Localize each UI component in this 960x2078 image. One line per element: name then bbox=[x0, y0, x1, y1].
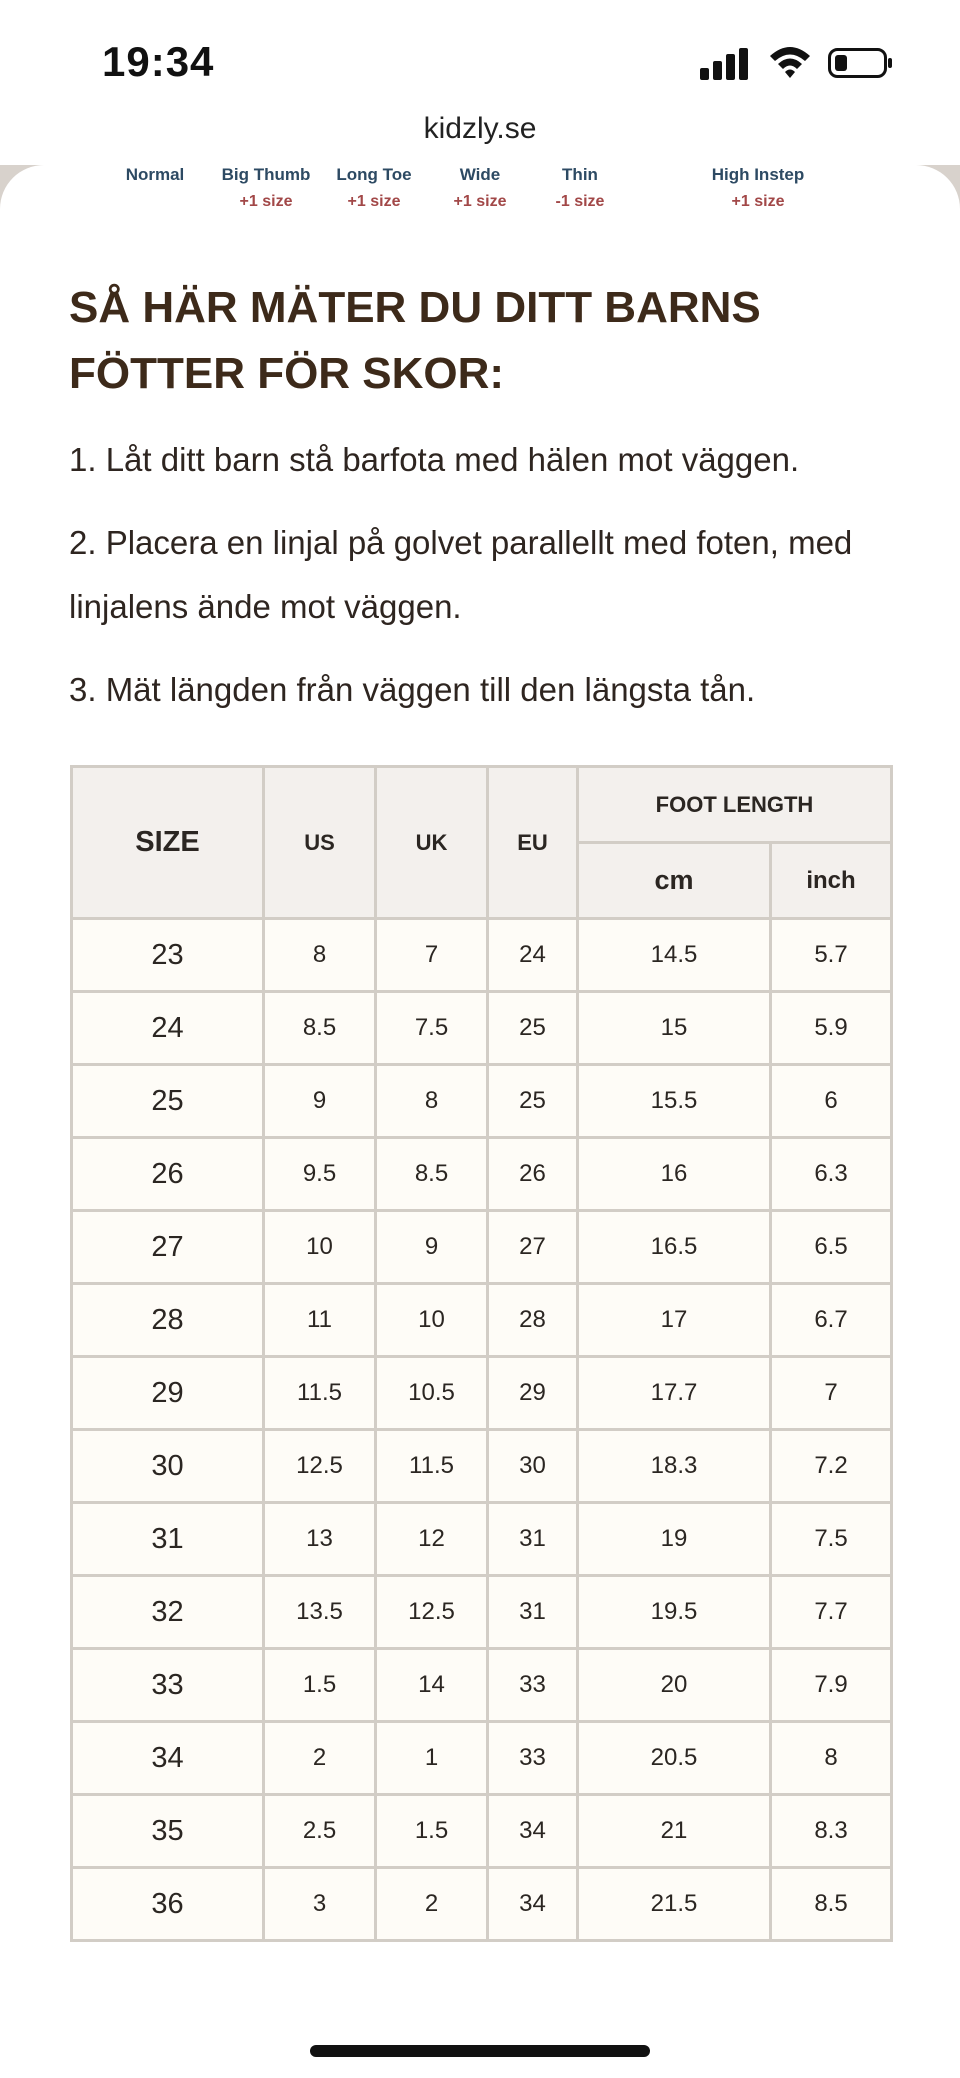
table-row bbox=[72, 1357, 892, 1430]
page-heading: SÅ HÄR MÄTER DU DITT BARNS FÖTTER FÖR SKOR: bbox=[69, 283, 761, 398]
cell-inch: 7.2 bbox=[771, 1430, 892, 1503]
cellular-signal-icon bbox=[700, 48, 750, 80]
cell-cm: 16.5 bbox=[578, 1211, 771, 1284]
cell-eu: 31 bbox=[488, 1503, 578, 1576]
cell-inch: 6.5 bbox=[771, 1211, 892, 1284]
cell-cm: 14.5 bbox=[578, 919, 771, 992]
cell-eu: 33 bbox=[488, 1722, 578, 1795]
cell-size: 26 bbox=[72, 1138, 264, 1211]
cell-us: 2.5 bbox=[264, 1795, 376, 1868]
cell-us: 11 bbox=[264, 1284, 376, 1357]
page-content bbox=[0, 165, 960, 2078]
header-uk: UK bbox=[376, 767, 488, 919]
cell-us: 8 bbox=[264, 919, 376, 992]
cell-size: 25 bbox=[72, 1065, 264, 1138]
cell-cm: 16 bbox=[578, 1138, 771, 1211]
table-row bbox=[72, 1649, 892, 1722]
cell-uk: 1 bbox=[376, 1722, 488, 1795]
header-inch: inch bbox=[771, 843, 892, 919]
cell-eu: 29 bbox=[488, 1357, 578, 1430]
cell-size: 24 bbox=[72, 992, 264, 1065]
cell-eu: 31 bbox=[488, 1576, 578, 1649]
foot-type-size: -1 size bbox=[555, 193, 605, 210]
cell-us: 9.5 bbox=[264, 1138, 376, 1211]
url-bar[interactable] bbox=[0, 110, 960, 166]
table-row bbox=[72, 1795, 892, 1868]
cell-uk: 14 bbox=[376, 1649, 488, 1722]
cell-us: 13.5 bbox=[264, 1576, 376, 1649]
cell-eu: 25 bbox=[488, 992, 578, 1065]
foot-type-thin bbox=[520, 165, 640, 211]
cell-inch: 7.9 bbox=[771, 1649, 892, 1722]
foot-type-size: +1 size bbox=[239, 193, 293, 210]
header-cm: cm bbox=[578, 843, 771, 919]
home-indicator[interactable] bbox=[310, 2045, 650, 2057]
foot-type-name: Thin bbox=[562, 165, 598, 184]
cell-uk: 7 bbox=[376, 919, 488, 992]
cell-us: 8.5 bbox=[264, 992, 376, 1065]
cell-eu: 34 bbox=[488, 1795, 578, 1868]
cell-eu: 34 bbox=[488, 1868, 578, 1941]
battery-icon bbox=[828, 48, 894, 78]
cell-size: 23 bbox=[72, 919, 264, 992]
cell-uk: 2 bbox=[376, 1868, 488, 1941]
cell-eu: 30 bbox=[488, 1430, 578, 1503]
cell-us: 12.5 bbox=[264, 1430, 376, 1503]
cell-inch: 5.7 bbox=[771, 919, 892, 992]
cell-size: 27 bbox=[72, 1211, 264, 1284]
cell-eu: 26 bbox=[488, 1138, 578, 1211]
cell-eu: 24 bbox=[488, 919, 578, 992]
table-row bbox=[72, 1065, 892, 1138]
url-text: kidzly.se bbox=[423, 112, 537, 145]
foot-type-size: +1 size bbox=[347, 193, 401, 210]
cell-eu: 33 bbox=[488, 1649, 578, 1722]
table-row bbox=[72, 1868, 892, 1941]
foot-type-normal bbox=[95, 165, 215, 193]
table-row bbox=[72, 1138, 892, 1211]
cell-inch: 7.7 bbox=[771, 1576, 892, 1649]
cell-cm: 18.3 bbox=[578, 1430, 771, 1503]
cell-us: 3 bbox=[264, 1868, 376, 1941]
cell-us: 1.5 bbox=[264, 1649, 376, 1722]
table-row bbox=[72, 1722, 892, 1795]
size-chart-table bbox=[70, 765, 893, 1942]
cell-cm: 17.7 bbox=[578, 1357, 771, 1430]
step-2: 2. Placera en linjal på golvet parallellt med foten, med linjalens ände mot väggen. bbox=[69, 524, 853, 625]
cell-uk: 7.5 bbox=[376, 992, 488, 1065]
cell-size: 33 bbox=[72, 1649, 264, 1722]
foot-type-name: Big Thumb bbox=[221, 165, 311, 184]
cell-size: 32 bbox=[72, 1576, 264, 1649]
cell-eu: 27 bbox=[488, 1211, 578, 1284]
foot-type-name: High Instep bbox=[711, 165, 805, 184]
cell-uk: 12.5 bbox=[376, 1576, 488, 1649]
foot-type-name: Normal bbox=[125, 165, 185, 184]
header-size: SIZE bbox=[72, 767, 264, 919]
cell-size: 31 bbox=[72, 1503, 264, 1576]
cell-cm: 15 bbox=[578, 992, 771, 1065]
cell-size: 28 bbox=[72, 1284, 264, 1357]
foot-types-strip bbox=[0, 165, 960, 225]
cell-inch: 7 bbox=[771, 1357, 892, 1430]
cell-us: 10 bbox=[264, 1211, 376, 1284]
foot-type-high-instep bbox=[698, 165, 818, 211]
header-eu: EU bbox=[488, 767, 578, 919]
table-row bbox=[72, 992, 892, 1065]
foot-type-size: +1 size bbox=[731, 193, 785, 210]
cell-inch: 8.3 bbox=[771, 1795, 892, 1868]
cell-inch: 6.7 bbox=[771, 1284, 892, 1357]
cell-uk: 10 bbox=[376, 1284, 488, 1357]
cell-inch: 8 bbox=[771, 1722, 892, 1795]
step-1: 1. Låt ditt barn stå barfota med hälen mot väggen. bbox=[69, 441, 800, 478]
cell-cm: 17 bbox=[578, 1284, 771, 1357]
table-row bbox=[72, 1503, 892, 1576]
cell-us: 13 bbox=[264, 1503, 376, 1576]
cell-eu: 28 bbox=[488, 1284, 578, 1357]
cell-inch: 6 bbox=[771, 1065, 892, 1138]
table-row bbox=[72, 1211, 892, 1284]
wifi-icon bbox=[768, 44, 812, 80]
cell-size: 30 bbox=[72, 1430, 264, 1503]
cell-size: 35 bbox=[72, 1795, 264, 1868]
table-row bbox=[72, 1576, 892, 1649]
cell-inch: 6.3 bbox=[771, 1138, 892, 1211]
foot-type-long-toe bbox=[314, 165, 434, 211]
cell-cm: 20.5 bbox=[578, 1722, 771, 1795]
cell-uk: 8.5 bbox=[376, 1138, 488, 1211]
cell-uk: 11.5 bbox=[376, 1430, 488, 1503]
cell-uk: 10.5 bbox=[376, 1357, 488, 1430]
foot-type-big-thumb bbox=[206, 165, 326, 211]
cell-cm: 19 bbox=[578, 1503, 771, 1576]
foot-type-name: Long Toe bbox=[336, 165, 412, 184]
header-foot-length: FOOT LENGTH bbox=[578, 767, 892, 843]
cell-size: 34 bbox=[72, 1722, 264, 1795]
cell-uk: 8 bbox=[376, 1065, 488, 1138]
foot-type-name: Wide bbox=[459, 165, 501, 184]
header-us: US bbox=[264, 767, 376, 919]
status-bar bbox=[0, 0, 960, 110]
cell-inch: 7.5 bbox=[771, 1503, 892, 1576]
cell-eu: 25 bbox=[488, 1065, 578, 1138]
cell-cm: 15.5 bbox=[578, 1065, 771, 1138]
cell-us: 11.5 bbox=[264, 1357, 376, 1430]
cell-uk: 12 bbox=[376, 1503, 488, 1576]
cell-cm: 19.5 bbox=[578, 1576, 771, 1649]
cell-size: 29 bbox=[72, 1357, 264, 1430]
cell-us: 9 bbox=[264, 1065, 376, 1138]
cell-inch: 8.5 bbox=[771, 1868, 892, 1941]
cell-uk: 9 bbox=[376, 1211, 488, 1284]
cell-cm: 21.5 bbox=[578, 1868, 771, 1941]
cell-inch: 5.9 bbox=[771, 992, 892, 1065]
cell-us: 2 bbox=[264, 1722, 376, 1795]
cell-uk: 1.5 bbox=[376, 1795, 488, 1868]
table-row bbox=[72, 1284, 892, 1357]
table-row bbox=[72, 1430, 892, 1503]
table-row bbox=[72, 919, 892, 992]
step-3: 3. Mät längden från väggen till den längsta tån. bbox=[69, 671, 756, 708]
foot-type-size: +1 size bbox=[453, 193, 507, 210]
cell-cm: 21 bbox=[578, 1795, 771, 1868]
size-table-body bbox=[72, 919, 892, 1941]
status-time: 19:34 bbox=[102, 38, 215, 85]
cell-cm: 20 bbox=[578, 1649, 771, 1722]
cell-size: 36 bbox=[72, 1868, 264, 1941]
